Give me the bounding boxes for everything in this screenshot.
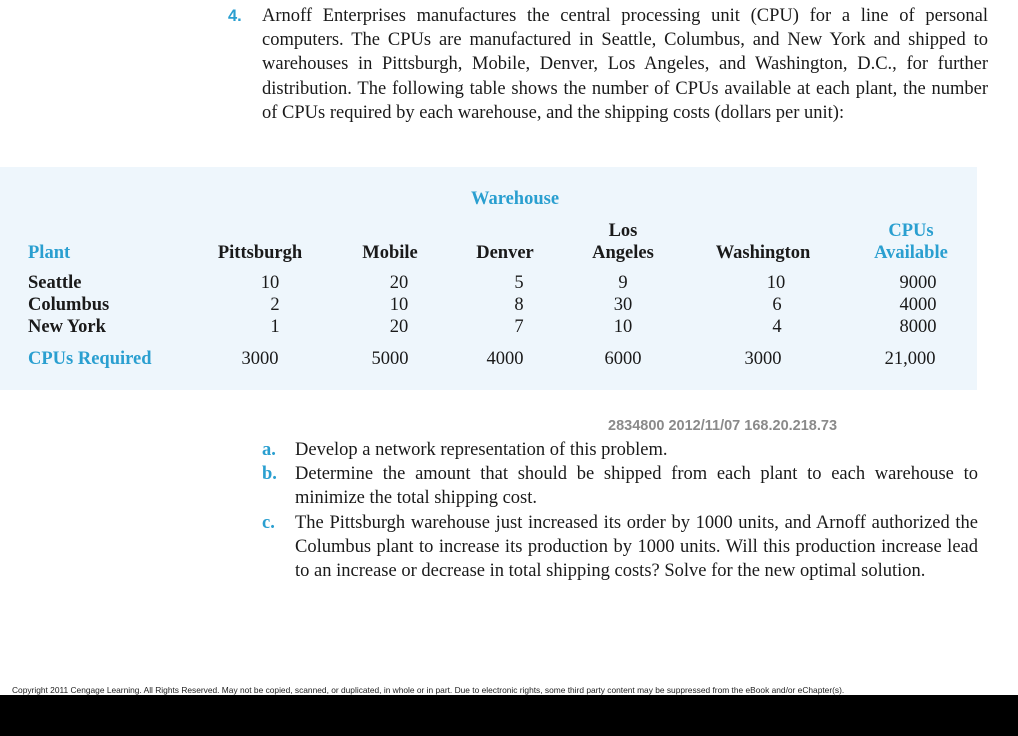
shipping-table bbox=[0, 167, 977, 390]
table-cell: 20 bbox=[389, 317, 409, 337]
table-cell: 4000 bbox=[486, 349, 524, 369]
table-cell: 30 bbox=[613, 295, 633, 315]
table-cell: 3000 bbox=[241, 349, 279, 369]
table-cell: 8 bbox=[514, 295, 524, 315]
part-text: Determine the amount that should be shipped from each plant to each warehouse to minimize the total shipping cost. bbox=[295, 464, 978, 509]
row-label-new-york: New York bbox=[28, 317, 106, 337]
table-cell: 9000 bbox=[899, 273, 937, 293]
problem-parts bbox=[262, 438, 978, 583]
table-cell: 10 bbox=[389, 295, 409, 315]
table-cell: 10 bbox=[260, 273, 280, 293]
table-cell: 3000 bbox=[744, 349, 782, 369]
part-label: a. bbox=[262, 440, 276, 460]
part-text: Develop a network representation of this problem. bbox=[295, 440, 668, 460]
row-label-seattle: Seattle bbox=[28, 273, 82, 293]
warehouse-group-header: Warehouse bbox=[470, 189, 560, 209]
table-cell: 2 bbox=[270, 295, 280, 315]
row-label-cpus-required: CPUs Required bbox=[28, 349, 152, 369]
col-header-los-angeles: Los Angeles bbox=[592, 221, 654, 263]
table-cell: 6000 bbox=[604, 349, 642, 369]
plant-header: Plant bbox=[28, 243, 71, 263]
table-cell: 20 bbox=[389, 273, 409, 293]
part-c bbox=[262, 511, 978, 584]
table-cell: 5000 bbox=[371, 349, 409, 369]
table-cell: 7 bbox=[514, 317, 524, 337]
col-header-pittsburgh: Pittsburgh bbox=[217, 243, 303, 263]
table-cell: 8000 bbox=[899, 317, 937, 337]
table-cell-total: 21,000 bbox=[884, 349, 936, 369]
copyright-notice: Copyright 2011 Cengage Learning. All Rights Reserved. May not be copied, scanned, or duplicated, in whole or in part. Due to electronic rights, some third party content may be suppressed from the eBook and/or eChapter(s). bbox=[12, 685, 845, 695]
problem-statement bbox=[228, 4, 988, 125]
part-label: c. bbox=[262, 512, 275, 533]
col-header-mobile: Mobile bbox=[362, 243, 418, 263]
table-cell: 1 bbox=[270, 317, 280, 337]
table-cell: 10 bbox=[766, 273, 786, 293]
problem-number: 4. bbox=[228, 7, 242, 25]
table-cell: 9 bbox=[618, 273, 628, 293]
table-cell: 4 bbox=[772, 317, 782, 337]
row-label-columbus: Columbus bbox=[28, 295, 110, 315]
problem-text: Arnoff Enterprises manufactures the central processing unit (CPU) for a line of personal computers. The CPUs are manufactured in Seattle, Columbus, and New York and shipped to warehouses in Pittsburgh, Mobile, Denver, Los Angeles, and Washington, D.C., for further distribution. The following table shows the number of CPUs available at each plant, the number of CPUs required by each warehouse, and the shipping costs (dollars per unit): bbox=[262, 6, 988, 123]
table-cell: 10 bbox=[613, 317, 633, 337]
footer-bar bbox=[0, 695, 1018, 736]
part-a bbox=[262, 438, 978, 462]
col-header-cpus-available: CPUs Available bbox=[874, 221, 948, 263]
col-header-washington: Washington bbox=[715, 243, 811, 263]
col-header-denver: Denver bbox=[476, 243, 534, 263]
table-cell: 4000 bbox=[899, 295, 937, 315]
table-cell: 6 bbox=[772, 295, 782, 315]
table-cell: 5 bbox=[514, 273, 524, 293]
part-label: b. bbox=[262, 464, 277, 485]
watermark: 2834800 2012/11/07 168.20.218.73 bbox=[608, 418, 838, 434]
part-text: The Pittsburgh warehouse just increased its order by 1000 units, and Arnoff authorized the Columbus plant to increase its production by 1000 units. Will this production increase lead to an increase or decrease in total shipping costs? Solve for the new optimal solution. bbox=[295, 512, 978, 582]
part-b bbox=[262, 462, 978, 510]
